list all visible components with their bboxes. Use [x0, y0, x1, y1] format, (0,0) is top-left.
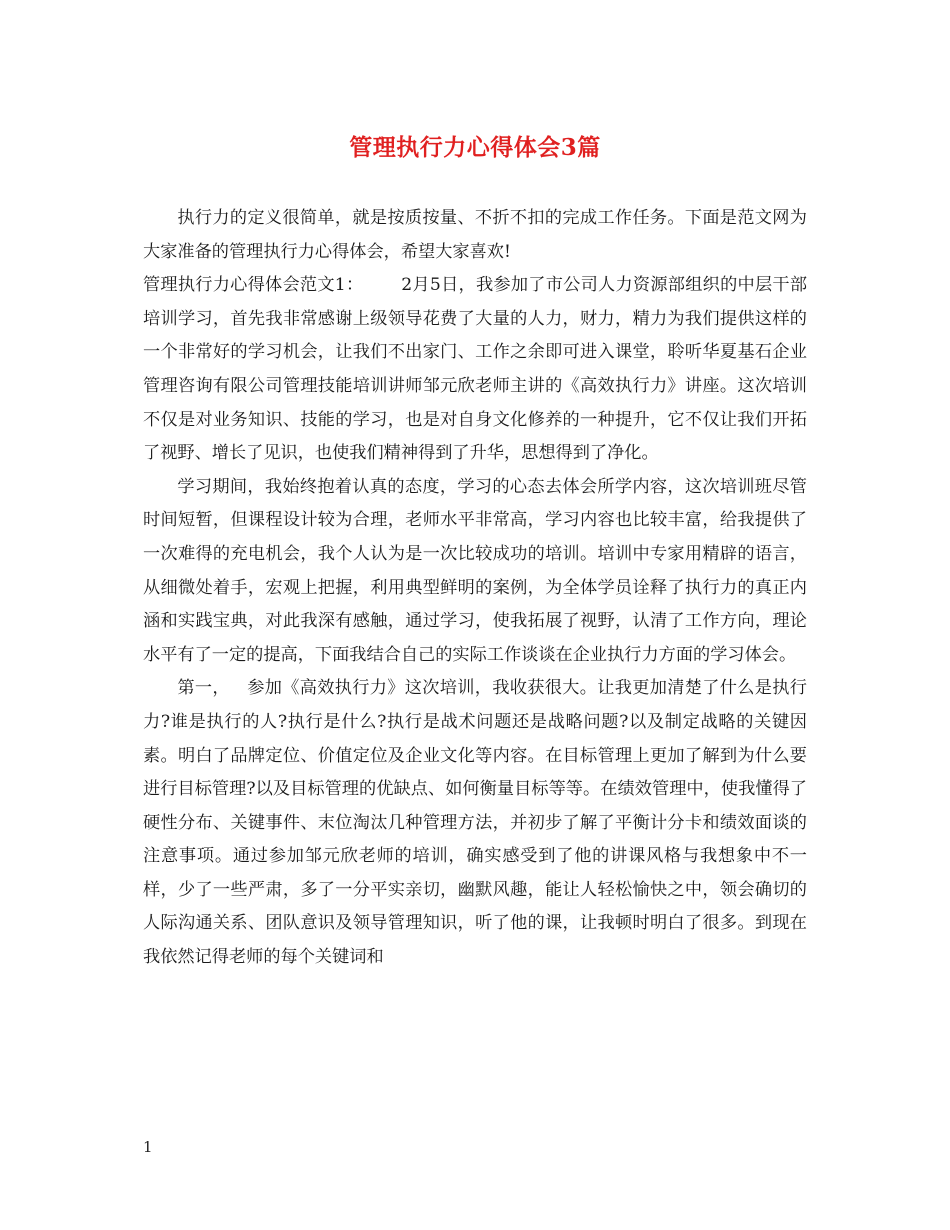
- paragraph-1-text: 2月5日，我参加了市公司人力资源部组织的中层干部培训学习，首先我非常感谢上级领导花费了大量的人力，财力，精力为我们提供这样的一个非常好的学习机会，让我们不出家门、工作之余即可进入课堂，聆听华夏基石企业管理咨询有限公司管理技能培训讲师邹元欣老师主讲的《高效执行力》讲座。这次培训不仅是对业务知识、技能的学习，也是对自身文化修养的一种提升，它不仅让我们开拓了视野、增长了见识，也使我们精神得到了升华，思想得到了净化。: [143, 275, 808, 464]
- intro-paragraph: 执行力的定义很简单，就是按质按量、不折不扣的完成工作任务。下面是范文网为大家准备的管理执行力心得体会，希望大家喜欢!: [143, 208, 807, 262]
- paragraph-3-lead: 第一，: [177, 678, 230, 699]
- paragraph-3: [143, 672, 807, 974]
- page-number: 1: [143, 1138, 153, 1156]
- document-title: 管理执行力心得体会3篇: [349, 134, 601, 161]
- paragraph-3-text: 参加《高效执行力》这次培训，我收获很大。让我更加清楚了什么是执行力?谁是执行的人?执行是什么?执行是战术问题还是战略问题?以及制定战略的关键因素。明白了品牌定位、价值定位及企业文化等内容。在目标管理上更加了解到为什么要进行目标管理?以及目标管理的优缺点、如何衡量目标等等。在绩效管理中，使我懂得了硬性分布、关键事件、末位淘汰几种管理方法，并初步了解了平衡计分卡和绩效面谈的注意事项。通过参加邹元欣老师的培训，确实感受到了他的讲课风格与我想象中不一样，少了一些严肃，多了一分平实亲切，幽默风趣，能让人轻松愉快之中，领会确切的人际沟通关系、团队意识及领导管理知识，听了他的课，让我顿时明白了很多。到现在我依然记得老师的每个关键词和: [143, 678, 807, 968]
- paragraph-2: 学习期间，我始终抱着认真的态度，学习的心态去体会所学内容，这次培训班尽管时间短暂，但课程设计较为合理，老师水平非常高，学习内容也比较丰富，给我提供了一次难得的充电机会，我个人认为是一次比较成功的培训。培训中专家用精辟的语言，从细微处着手，宏观上把握，利用典型鲜明的案例，为全体学员诠释了执行力的真正内涵和实践宝典，对此我深有感触，通过学习，使我拓展了视野，认清了工作方向，理论水平有了一定的提高，下面我结合自己的实际工作谈谈在企业执行力方面的学习体会。: [143, 476, 807, 665]
- section-label: 管理执行力心得体会范文1：: [143, 275, 364, 296]
- document-body: [143, 202, 807, 975]
- section-paragraph-1: [143, 269, 807, 471]
